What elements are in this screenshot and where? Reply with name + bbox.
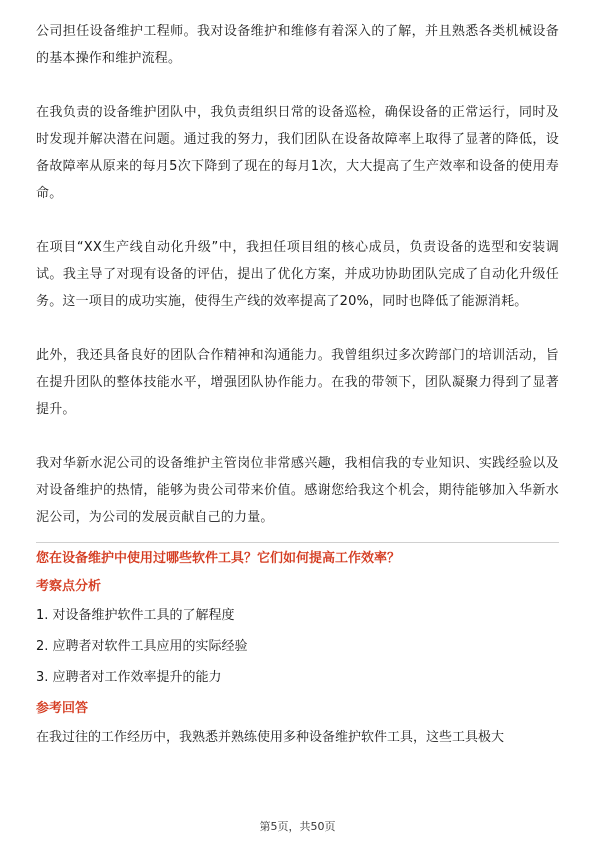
page-content [36, 18, 559, 748]
paragraph-team: 在我负责的设备维护团队中，我负责组织日常的设备巡检，确保设备的正常运行，同时及时发现并解决潜在问题。通过我的努力，我们团队在设备故障率上取得了显著的降低，设备故障率从原来的每月5次下降到了现在的每月1次，大大提高了生产效率和设备的使用寿命。 [36, 105, 559, 201]
paragraph-closing: 我对华新水泥公司的设备维护主管岗位非常感兴趣，我相信我的专业知识、实践经验以及对设备维护的热情，能够为贵公司带来价值。感谢您给我这个机会，期待能够加入华新水泥公司，为公司的发展贡献自己的力量。 [36, 456, 559, 525]
interview-question: 您在设备维护中使用过哪些软件工具？它们如何提高工作效率？ [36, 551, 401, 566]
list-item: 1. 对设备维护软件工具的了解程度 [36, 608, 235, 623]
list-item: 2. 应聘者对软件工具应用的实际经验 [36, 639, 248, 654]
page-number: 第5页，共50页 [259, 820, 336, 833]
paragraph-gap [36, 72, 559, 99]
analysis-heading: 考察点分析 [36, 579, 102, 594]
paragraph-intro: 公司担任设备维护工程师。我对设备维护和维修有着深入的了解，并且熟悉各类机械设备的基本操作和维护流程。 [36, 24, 559, 66]
list-item: 3. 应聘者对工作效率提升的能力 [36, 670, 222, 685]
paragraph-gap [36, 315, 559, 342]
paragraph-gap [36, 423, 559, 450]
paragraph-project: 在项目“XX生产线自动化升级”中，我担任项目组的核心成员，负责设备的选型和安装调试。我主导了对现有设备的评估，提出了优化方案，并成功协助团队完成了自动化升级任务。这一项目的成功实施，使得生产线的效率提高了20%，同时也降低了能源消耗。 [36, 240, 559, 309]
reference-answer: 在我过往的工作经历中，我熟悉并熟练使用多种设备维护软件工具，这些工具极大 [36, 730, 505, 745]
paragraph-teamwork: 此外，我还具备良好的团队合作精神和沟通能力。我曾组织过多次跨部门的培训活动，旨在提升团队的整体技能水平，增强团队协作能力。在我的带领下，团队凝聚力得到了显著提升。 [36, 348, 559, 417]
section-divider [36, 542, 559, 543]
paragraph-gap [36, 207, 559, 234]
reference-heading: 参考回答 [36, 701, 89, 716]
analysis-list [36, 606, 559, 688]
